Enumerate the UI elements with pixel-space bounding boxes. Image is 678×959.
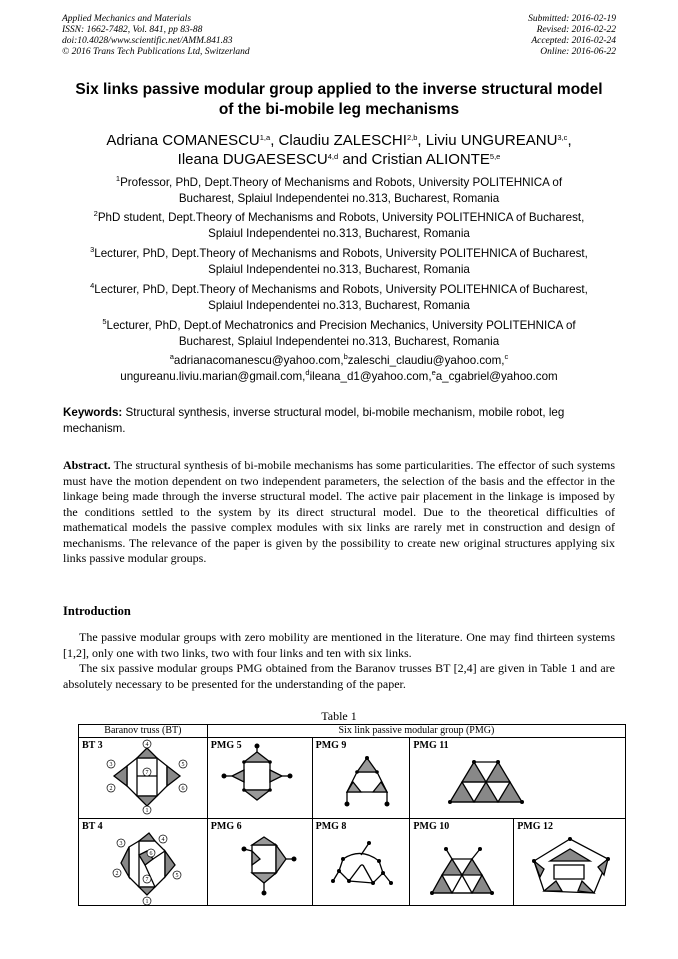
bt3-truss-diagram: [79, 738, 208, 818]
paper-title: Six links passive modular group applied to the inverse structural model of the bi-mobile leg mechanisms: [75, 81, 603, 118]
affiliation: $^4$Lecturer, PhD, Dept.Theory of Mechanisms and Robots, University POLITEHNICA of Bucharest, Splaiul Independentei no.313, Bucharest, Romania: [90, 281, 588, 312]
pmg9-diagram: [313, 738, 411, 818]
keywords-label: Keywords:: [63, 406, 123, 419]
abstract-label: Abstract.: [63, 458, 111, 472]
pmg8-diagram: [313, 819, 411, 905]
pmg6-diagram: [208, 819, 313, 905]
keywords-section: Keywords: Structural synthesis, inverse structural model, bi-mobile mechanism, mobile robot, leg mechanism.: [63, 406, 565, 435]
table-cell-pmg6: PMG 6: [207, 819, 312, 906]
node-label: 6: [181, 786, 185, 793]
email-link[interactable]: ileana_d1@yahoo.com,: [309, 369, 432, 383]
email-link[interactable]: a_cgabriel@yahoo.com: [435, 369, 558, 383]
table-cell-bt4: BT 4 1 2 3 4 5 6 7: [79, 819, 208, 906]
node-label: 7: [145, 770, 149, 777]
table-cell-pmg9: PMG 9: [312, 738, 410, 819]
pmg5-diagram: [208, 738, 313, 818]
node-label: 6: [149, 851, 153, 858]
node-label: 4: [161, 837, 165, 844]
bt4-truss-diagram: [79, 819, 208, 905]
table-cell-bt3: BT 3 1 2 3 4 5 6 7: [79, 738, 208, 819]
affiliation: $^5$Lecturer, PhD, Dept.of Mechatronics and Precision Mechanics, University POLITEHNICA of Bucharest, Splaiul Independentei no.313, Bucharest, Romania: [102, 317, 576, 348]
table-header-cell: Six link passive modular group (PMG): [207, 725, 625, 738]
node-label: 2: [115, 871, 119, 878]
table-cell-pmg8: PMG 8: [312, 819, 410, 906]
abstract-section: Abstract. The structural synthesis of bi-mobile mechanisms has some particularities. The effector of such systems must have the motion dependent on two independent parameters, the selection of the basis and the effector in the linkage being made through the inverse structural model. The active pair placement in the linkage is imposed by the conditions settled to the system by its direct structural model. Due to the theoretical difficulties of mathematical models the passive complex modules with six links are rarely met in construction and design of mechanisms. The relevance of the paper is given by the possibility to create new original structures applying six links passive modular groups.: [63, 458, 615, 565]
node-label: 1: [145, 899, 149, 905]
journal-info: Applied Mechanics and Materials ISSN: 1662-7482, Vol. 841, pp 83-88 doi:10.4028/www.scientific.net/AMM.841.83 © 2016 Trans Tech Publications Ltd, Switzerland: [62, 14, 250, 57]
node-label: 3: [109, 762, 113, 769]
author-name: Adriana COMANESCU: [106, 132, 260, 149]
author-name: Liviu UNGUREANU: [425, 132, 558, 149]
email-link[interactable]: zaleschi_claudiu@yahoo.com,: [347, 354, 505, 367]
node-label: 7: [145, 877, 149, 884]
node-label: 4: [145, 742, 149, 749]
table-cell-pmg10: PMG 10: [410, 819, 514, 906]
table-cell-pmg11: PMG 11: [410, 738, 626, 819]
node-label: 3: [119, 841, 123, 848]
affiliation: $^2$PhD student, Dept.Theory of Mechanisms and Robots, University POLITEHNICA of Bucharest, Splaiul Independentei no.313, Bucharest, Romania: [93, 209, 585, 240]
email-link[interactable]: adrianacomanescu@yahoo.com,: [173, 354, 344, 367]
pmg11-diagram: [410, 738, 626, 818]
email-link[interactable]: ungureanu.liviu.marian@gmail.com,: [120, 369, 306, 383]
pmg12-diagram: [514, 819, 626, 905]
author-name: Cristian ALIONTE: [371, 151, 490, 168]
author-name: Ileana DUGAESESCU: [177, 151, 328, 168]
table-caption: Table 1: [321, 709, 357, 723]
table-header-cell: Baranov truss (BT): [79, 725, 208, 738]
author-name: Claudiu ZALESCHI: [278, 132, 407, 149]
author-list: Adriana COMANESCU$^{1,a}$, Claudiu ZALESCHI$^{2,b}$, Liviu UNGUREANU$^{3,c}$, Ileana DUGAESESCU$^{4,d}$ and Cristian ALIONTE$^{5,e}$: [106, 132, 572, 168]
node-label: 5: [181, 762, 185, 769]
submission-dates: Submitted: 2016-02-19 Revised: 2016-02-22 Accepted: 2016-02-24 Online: 2016-06-22: [528, 14, 616, 57]
node-label: 1: [145, 808, 149, 815]
affiliation: $^3$Lecturer, PhD, Dept.Theory of Mechanisms and Robots, University POLITEHNICA of Bucharest, Splaiul Independentei no.313, Bucharest, Romania: [90, 245, 588, 276]
node-label: 5: [175, 873, 179, 880]
table-cell-pmg5: PMG 5: [207, 738, 312, 819]
introduction-text: The passive modular groups with zero mobility are mentioned in the literature. One may find thirteen systems [1,2], only one with two links, two with four links and ten with six links. The six passive modular groups PMG obtained from the Baranov trusses BT [2,4] are given in Table 1 and are absolutely necessary to be presented for the understanding of the paper.: [63, 630, 615, 691]
node-label: 2: [109, 786, 113, 793]
section-heading: Introduction: [63, 604, 131, 618]
pmg10-diagram: [410, 819, 514, 905]
affiliation: $^1$Professor, PhD, Dept.Theory of Mechanisms and Robots, University POLITEHNICA of Bucharest, Splaiul Independentei no.313, Bucharest, Romania: [115, 174, 563, 205]
structures-table: [78, 724, 626, 906]
email-list: $^a$adrianacomanescu@yahoo.com,$^b$zaleschi_claudiu@yahoo.com,$^c$ ungureanu.liviu.marian@gmail.com,$^d$ileana_d1@yahoo.com,$^e$a_cgabriel@yahoo.com: [120, 352, 558, 383]
table-cell-pmg12: PMG 12: [514, 819, 626, 906]
